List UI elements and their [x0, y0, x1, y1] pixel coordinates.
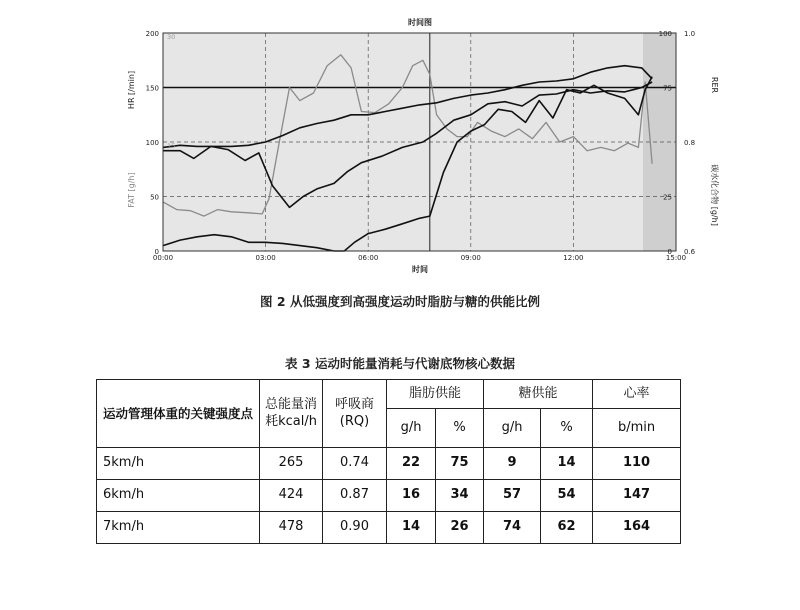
chart-title: 时间图 [408, 18, 432, 27]
carb-tick-label: 75 [663, 84, 672, 93]
x-tick-label: 03:00 [255, 254, 276, 262]
carb-axis-label: 碳水化合物 [g/h] [710, 164, 719, 226]
x-axis-label: 时间 [412, 265, 428, 274]
header-energy: 总能量消耗kcal/h [260, 380, 323, 448]
cell-fat-pct: 75 [436, 448, 484, 480]
cell-fat-g: 16 [387, 480, 436, 512]
header-sugar: 糖供能 [484, 380, 593, 409]
rer-tick-label: 0.8 [684, 139, 696, 147]
hr-tick-label: 200 [145, 30, 159, 38]
table-row [97, 480, 681, 512]
subheader-sugar-pct: % [541, 409, 593, 448]
cell-sugar-g: 57 [484, 480, 541, 512]
cell-fat-pct: 34 [436, 480, 484, 512]
x-tick-label: 00:00 [152, 254, 174, 262]
carb-tick-label: 100 [658, 30, 672, 38]
cell-speed: 6km/h [97, 480, 260, 512]
cell-speed: 5km/h [97, 448, 260, 480]
subheader-fat-pct: % [436, 409, 484, 448]
cell-speed: 7km/h [97, 512, 260, 544]
rer-tick-label: 0.6 [684, 248, 696, 256]
hr-tick-label: 0 [154, 248, 159, 256]
cell-fat-g: 14 [387, 512, 436, 544]
header-intensity: 运动管理体重的关键强度点 [97, 380, 260, 448]
cell-energy: 478 [260, 512, 323, 544]
rer-tick-label: 1.0 [684, 30, 696, 38]
cell-hr: 164 [593, 512, 681, 544]
figure-caption: 图 2 从低强度到高强度运动时脂肪与糖的供能比例 [260, 294, 540, 309]
cell-hr: 147 [593, 480, 681, 512]
table-row [97, 512, 681, 544]
x-tick-label: 12:00 [563, 254, 584, 262]
subheader-fat-g: g/h [387, 409, 436, 448]
x-tick-label: 15:00 [665, 254, 687, 262]
table-row [97, 448, 681, 480]
hr-tick-label: 50 [150, 193, 159, 202]
cell-sugar-pct: 14 [541, 448, 593, 480]
header-rq: 呼吸商(RQ) [323, 380, 387, 448]
cell-rq: 0.90 [323, 512, 387, 544]
subheader-hr: b/min [593, 409, 681, 448]
cell-rq: 0.74 [323, 448, 387, 480]
cell-sugar-pct: 62 [541, 512, 593, 544]
fat-tick-label: 30 [167, 33, 176, 41]
rer-axis-label: RER [710, 76, 719, 94]
fat-axis-label: FAT [g/h] [127, 172, 136, 208]
cell-energy: 424 [260, 480, 323, 512]
header-fat: 脂肪供能 [387, 380, 484, 409]
cell-sugar-pct: 54 [541, 480, 593, 512]
hr-tick-label: 100 [145, 139, 159, 147]
x-tick-label: 09:00 [460, 254, 481, 262]
cell-sugar-g: 9 [484, 448, 541, 480]
fat-tick-label: 15 [167, 142, 176, 150]
data-table [96, 379, 681, 544]
hr-tick-label: 150 [145, 84, 159, 93]
time-chart [0, 0, 800, 290]
carb-tick-label: 25 [663, 193, 672, 202]
header-hr: 心率 [593, 380, 681, 409]
cell-rq: 0.87 [323, 480, 387, 512]
cell-sugar-g: 74 [484, 512, 541, 544]
hr-axis-label: HR [/min] [127, 70, 136, 110]
cell-fat-pct: 26 [436, 512, 484, 544]
carb-tick-label: 0 [667, 248, 672, 256]
cell-energy: 265 [260, 448, 323, 480]
cell-hr: 110 [593, 448, 681, 480]
x-tick-label: 06:00 [358, 254, 379, 262]
subheader-sugar-g: g/h [484, 409, 541, 448]
table-caption: 表 3 运动时能量消耗与代谢底物核心数据 [285, 356, 515, 371]
cell-fat-g: 22 [387, 448, 436, 480]
